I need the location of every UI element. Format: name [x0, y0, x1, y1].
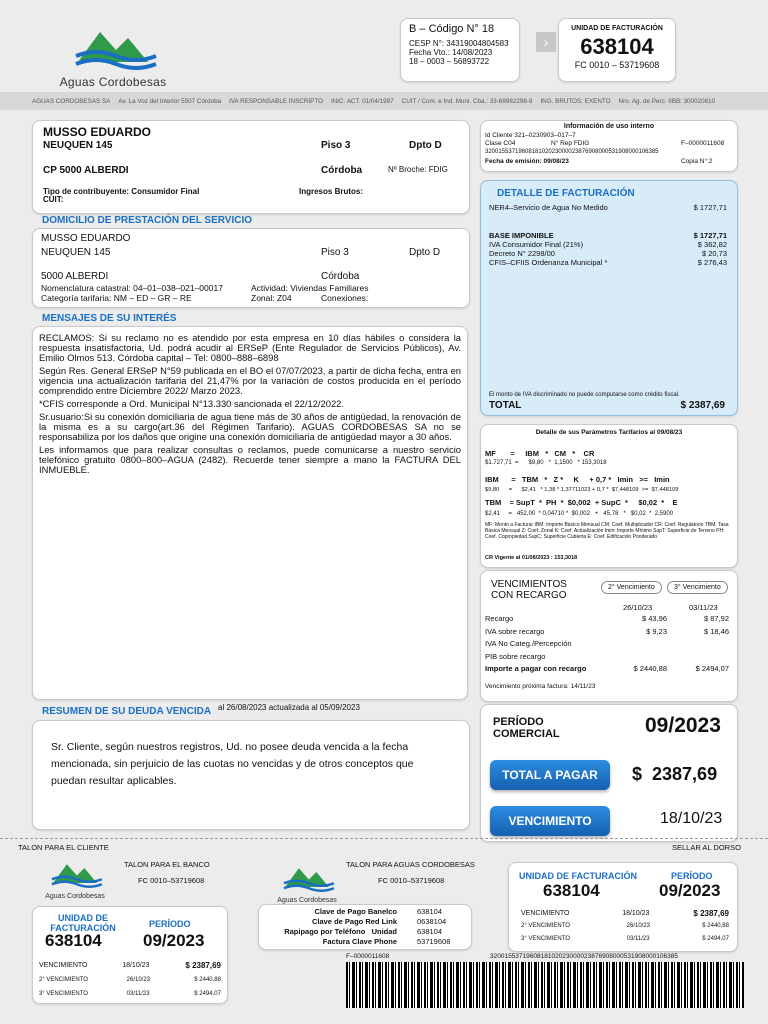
uf-label: UNIDAD DE FACTURACIÓN [571, 25, 663, 32]
talon-v3-date: 03/11/23 [126, 991, 150, 997]
venc-row-b: $ 87,92 [703, 614, 729, 623]
domicilio-zonal: Zonal: Z04 [251, 293, 292, 303]
uso-interno-box [480, 120, 738, 172]
uso-interno-clase: Clase C04 [485, 140, 516, 147]
venc-proxima: Vencimiento próxima factura: 14/11/23 [485, 683, 596, 690]
talon-v3-label: 3° VENCIMIENTO [521, 936, 570, 942]
venc-row-label: Recargo [485, 614, 514, 623]
detalle-item-label: NER4–Servicio de Agua No Medido [489, 203, 608, 212]
logo-mountains-icon [30, 858, 120, 888]
talon-v2-label: 2° VENCIMIENTO [521, 923, 570, 929]
detalle-title: DETALLE DE FACTURACIÓN [497, 188, 635, 199]
talon-v2-amt: $ 2440,88 [194, 977, 221, 983]
brand-name: Aguas Cordobesas [277, 897, 337, 904]
cut-line [0, 838, 768, 839]
logo [48, 22, 178, 89]
talon-cliente-label: TALON PARA EL CLIENTE [18, 843, 109, 852]
claves-list [267, 907, 457, 947]
tax-label: Decreto N° 2298/00 [489, 249, 555, 258]
tax-label: IVA Consumidor Final (21%) [489, 240, 584, 249]
doc-info-box [400, 18, 520, 82]
uso-interno-f: F–0000011608 [681, 140, 725, 147]
talon-aguas-fc: FC 0010–53719608 [378, 876, 445, 885]
deuda-title: RESUMEN DE SU DEUDA VENCIDA [42, 706, 212, 717]
detalle-base-row [489, 231, 727, 240]
venc-row-b: $ 2494,07 [695, 664, 729, 673]
uso-interno-id: Id Cliente 321–0230903–017–7 [485, 132, 576, 139]
mensaje-cfis: *CFIS corresponde a Ord. Municipal N°13.330 sancionada el 22/12/2022. [39, 397, 344, 409]
total-value: $ 2387,69 [680, 400, 725, 411]
talon-uf: 638104 [45, 931, 102, 950]
talon-v3-amt: $ 2494,07 [702, 936, 729, 942]
talon-periodo: 09/2023 [143, 931, 205, 950]
barcode-number: 3200155371960818102023000023876908000531908000106385 [490, 953, 678, 960]
talon-venc-amt: $ 2387,69 [693, 909, 729, 918]
venc-row-b [667, 638, 729, 651]
client-dpto: Dpto D [409, 140, 442, 151]
domicilio-actividad: Actividad: Viviendas Familiares [251, 283, 369, 293]
venc-2-date: 26/10/23 [623, 603, 653, 612]
talon-aguas-box [508, 862, 738, 952]
mensaje-conexion: Sr.usuario:Si su conexión domiciliaria de agua tiene más de 30 años de antigüedad, la renovación de la misma es a su cargo(art.36 del Régimen Tarifario). AGUAS CORDOBESAS SA no se responsabiliza por los daños que origine una conexión domiciliaria de antigüedad mayor a 30 años. [39, 410, 461, 442]
client-street: NEUQUEN 145 [43, 140, 113, 151]
uso-interno-rep: N° Rep FDIG [551, 140, 590, 147]
tax-label: CFIS–CFIIS Ordenanza Municipal * [489, 258, 608, 267]
mensaje-ersep: Según Res. General ERSeP N°59 publicada en el BO el 07/07/2023, a partir de dicha fecha, entra en vigencia una actualización tarifaria del 21,47% por la variación de costos producida en el período comprendido entre Diciembre 2022/ Marzo 2023. [39, 364, 461, 396]
domicilio-name: MUSSO EDUARDO [41, 233, 131, 244]
talon-aguas-label: TALON PARA AGUAS CORDOBESAS [346, 860, 475, 869]
talon-venc-date: 18/10/23 [622, 910, 650, 917]
client-name: MUSSO EDUARDO [43, 125, 152, 139]
base-label: BASE IMPONIBLE [489, 231, 554, 240]
parametros-title: Detalle de sus Parámetros Tarifarios al 09/08/23 [535, 429, 683, 436]
arrow-right-icon: › [536, 32, 556, 52]
tax-value: $ 362,82 [697, 240, 727, 249]
talon-venc-label: VENCIMIENTO [521, 910, 570, 917]
venc-row [485, 663, 729, 676]
uso-interno-copia: Copia N°:2 [681, 158, 713, 165]
brand-name: Aguas Cordobesas [59, 75, 167, 89]
detalle-taxes [489, 240, 727, 267]
brand-name: Aguas Cordobesas [45, 893, 105, 900]
doc-num: 18 – 0003 – 56893722 [409, 57, 490, 66]
talon-cliente-box [32, 906, 228, 1004]
domicilio-nomen: Nomenclatura catastral: 04–01–038–021–00017 [41, 283, 223, 293]
deuda-text: Sr. Cliente, según nuestros registros, Ud. no posee deuda vencida a la fecha mencionada, sin perjuicio de las cuotas no vencidas y de otros conceptos que puedan resultar aplicables. [51, 741, 414, 787]
param-row-tbm: TBM = SupT * PH * $0,002 + SupC * $0,02 * E [485, 498, 678, 507]
talon-venc-date: 18/10/23 [122, 962, 150, 969]
deuda-date: al 26/08/2023 actualizada al 05/09/2023 [218, 703, 360, 712]
talon-v3-label: 3° VENCIMIENTO [39, 991, 88, 997]
talon-periodo: 09/2023 [659, 881, 721, 900]
mensaje-reclamos: RECLAMOS: Si su reclamo no es atendido por esta empresa en 10 días hábiles o considera la respuesta insatisfactoria, Ud. podrá acudir al ERSeP (Ente Regulador de Servicios Públicos), Av. Emilio Olmos 513. Córdoba capital – Tel: 0800–888–6898 [39, 332, 461, 363]
param-val-ibm: $9,80 = $2,41 * 1,38 * 1,37711023 + 0,7 * $7,448109 >= $7,448109 [485, 487, 679, 493]
talon-venc-label: VENCIMIENTO [39, 962, 88, 969]
talon-v2-date: 26/10/23 [626, 923, 650, 929]
client-box [32, 120, 470, 214]
talon-venc-amt: $ 2387,69 [185, 961, 221, 970]
client-piso: Piso 3 [321, 140, 351, 151]
venc-row-b: $ 18,46 [703, 626, 729, 636]
barcode-f-code: F–0000011608 [346, 953, 390, 960]
venc-row-a: $ 2440,88 [633, 664, 667, 673]
domicilio-city: Córdoba [321, 271, 360, 282]
param-row-mf: MF = IBM * CM * CR [485, 449, 595, 458]
domicilio-conexiones: Conexiones: [321, 293, 369, 303]
venc-row-a: $ 9,23 [646, 626, 667, 636]
tax-value: $ 20,73 [701, 249, 727, 258]
talon-cliente-logo [30, 858, 120, 900]
detalle-box [480, 180, 738, 416]
param-legend: MF: Monto a Facturar IBM: Importe Básico Mensual CM: Coef. Multiplicador CR: Coef. Regulatorio TBM: Tasa Básica Mensual Z: Coef. Zonal K: Coef. Actualización Imin: Importe Mínimo SupT: Superficie de Terreno PH: Coef. Copropiedad SupC: Superficie Cubierta E: Coef. Edificación Ponderado [485, 522, 729, 540]
venc-row-a: $ 43,96 [641, 614, 667, 623]
detalle-total-row [489, 400, 725, 411]
talon-v2-label: 2° VENCIMIENTO [39, 977, 88, 983]
info-inic: INIC. ACT. 01/04/1997 [330, 97, 394, 105]
clave-label: Factura Clave Phone [322, 937, 397, 946]
domicilio-title: DOMICILIO DE PRESTACIÓN DEL SERVICIO [42, 215, 253, 226]
talon-periodo-label: PERÍODO [149, 919, 191, 929]
client-cp: CP 5000 ALBERDI [43, 165, 129, 176]
clave-value: 638104 [417, 927, 443, 936]
clave-value: 53719608 [417, 937, 451, 946]
tax-value: $ 276,43 [697, 258, 727, 267]
talon-rows [521, 907, 729, 946]
talon-v2-date: 26/10/23 [126, 977, 150, 983]
venc-row [485, 613, 729, 626]
param-val-tbm: $2,41 = 452,00 * 0,04710 * $0,002 + 45,78 * $0,02 * 2,5900 [485, 511, 674, 517]
info-address: Av. La Voz del Interior 5507 Córdoba [118, 97, 222, 105]
info-perc: Nro. Ag. de Perc. IIBB: 300020810 [618, 97, 716, 105]
cesp: CESP N°: 34319004804583 [409, 39, 509, 48]
venc-row [485, 626, 729, 639]
domicilio-cp: 5000 ALBERDI [41, 271, 109, 282]
venc-row-a [607, 638, 667, 651]
vencimientos-box [480, 570, 738, 702]
client-broche: Nº Broche: FDIG [388, 165, 448, 174]
clave-label: Clave de Pago Banelco [314, 907, 397, 916]
client-city: Córdoba [321, 165, 363, 176]
talon-periodo-label: PERÍODO [671, 871, 713, 881]
deuda-box [32, 720, 470, 830]
domicilio-piso: Piso 3 [321, 247, 349, 258]
talon-banco-label: TALON PARA EL BANCO [124, 860, 210, 869]
uf-header-box [558, 18, 676, 82]
talon-uf-label: UNIDAD DE FACTURACIÓN [50, 913, 116, 933]
client-ingresos: Ingresos Brutos: [299, 187, 364, 196]
logo-mountains-icon [262, 862, 352, 892]
mensaje-consultas: Les informamos que para realizar consultas o reclamos, puede comunicarse a nuestro servicio telefónico gratuito 0800–800–AGUA (2482). Recuerde tener siempre a mano la FACTURA DEL INMUEBLE. [39, 443, 461, 475]
mensajes-title: MENSAJES DE SU INTERÉS [42, 313, 177, 324]
client-contrib: Tipo de contribuyente: Consumidor Final [43, 187, 200, 196]
mensajes-box [32, 326, 468, 700]
domicilio-box [32, 228, 470, 308]
venc-row [485, 638, 729, 651]
talon-uf: 638104 [543, 881, 600, 900]
talon-uf-label: UNIDAD DE FACTURACIÓN [519, 871, 637, 881]
talon-v2-amt: $ 2440,88 [702, 923, 729, 929]
uso-interno-title: Información de uso interno [563, 123, 655, 130]
talon-v3-date: 03/11/23 [626, 936, 650, 942]
venc-row-label: IVA sobre recargo [485, 626, 545, 636]
talon-banco-fc: FC 0010–53719608 [138, 876, 205, 885]
periodo-value: 09/2023 [645, 714, 721, 737]
venc-row-label: PIB sobre recargo [485, 651, 546, 661]
venc-3-tab: 3° Vencimiento [667, 581, 728, 594]
vencimiento-button[interactable]: VENCIMIENTO [490, 806, 610, 836]
domicilio-categoria: Categoría tarifaria: NM – ED – GR – RE [41, 293, 192, 303]
uso-interno-code: 3200155371960818102023000023876908000531908000106385 [485, 149, 659, 155]
barcode [346, 962, 744, 1008]
info-company: AGUAS CORDOBESAS SA [32, 97, 111, 105]
base-value: $ 1727,71 [693, 231, 727, 240]
detalle-item-row [489, 203, 727, 212]
total-label: TOTAL [489, 400, 522, 411]
venc-row-a [607, 651, 667, 664]
param-cr: CR Vigente al 01/08/2023 : 153,3018 [485, 555, 578, 561]
domicilio-street: NEUQUEN 145 [41, 247, 111, 258]
company-info-strip [0, 92, 768, 110]
uf-number: 638104 [580, 34, 654, 59]
info-ib: ING. BRUTOS: EXENTO [540, 97, 611, 105]
venc-rows [485, 613, 729, 676]
doc-type: B – Código N° 18 [409, 23, 495, 35]
venc-row [485, 651, 729, 664]
sellar-dorso-label: SELLAR AL DORSO [672, 843, 741, 852]
clave-label: Clave de Pago Red Link [311, 917, 397, 926]
total-pagar-value: $ 2387,69 [632, 764, 718, 784]
venc-3-date: 03/11/23 [689, 603, 718, 612]
client-cuit: CUIT: [43, 195, 64, 204]
clave-label: Rapipago por Teléfono Unidad [284, 927, 397, 936]
talon-aguas-logo [262, 862, 352, 904]
fecha-vto: Fecha Vto.: 14/08/2023 [409, 48, 493, 57]
talon-v3-amt: $ 2494,07 [194, 991, 221, 997]
venc-2-tab: 2° Vencimiento [601, 581, 662, 594]
parametros-box [480, 424, 738, 568]
talon-rows [39, 959, 221, 1001]
logo-mountains-icon [48, 22, 178, 70]
claves-box [258, 904, 472, 950]
detalle-note: El monto de IVA discriminado no puede computarse como crédito fiscal. [489, 392, 680, 398]
domicilio-dpto: Dpto D [409, 247, 441, 258]
venc-row-label: IVA No Categ./Percepción [485, 639, 572, 648]
periodo-label: PERÍODO COMERCIAL [493, 716, 560, 740]
venc-title: VENCIMIENTOS CON RECARGO [491, 579, 567, 601]
param-row-ibm: IBM = TBM * Z * K + 0,7 * Imin >= Imin [485, 475, 670, 484]
venc-row-b [667, 651, 729, 664]
param-val-mf: $1.727,71 = $9,80 * 1,1500 * 153,3018 [485, 460, 607, 466]
info-iva: IVA RESPONSABLE INSCRIPTO [229, 97, 323, 105]
uso-interno-fecha: Fecha de emisión: 09/08/23 [485, 158, 569, 165]
vencimiento-value: 18/10/23 [660, 810, 723, 827]
uf-fc: FC 0010 – 53719608 [574, 60, 660, 70]
info-cuit: CUIT / Com. e Ind. Muni. Cba.: 33-69982298-9 [401, 97, 533, 105]
total-pagar-button[interactable]: TOTAL A PAGAR [490, 760, 610, 790]
clave-value: 638104 [417, 907, 443, 916]
detalle-item-value: $ 1727,71 [693, 203, 727, 212]
venc-row-label: Importe a pagar con recargo [485, 664, 587, 673]
clave-value: 0638104 [417, 917, 447, 926]
